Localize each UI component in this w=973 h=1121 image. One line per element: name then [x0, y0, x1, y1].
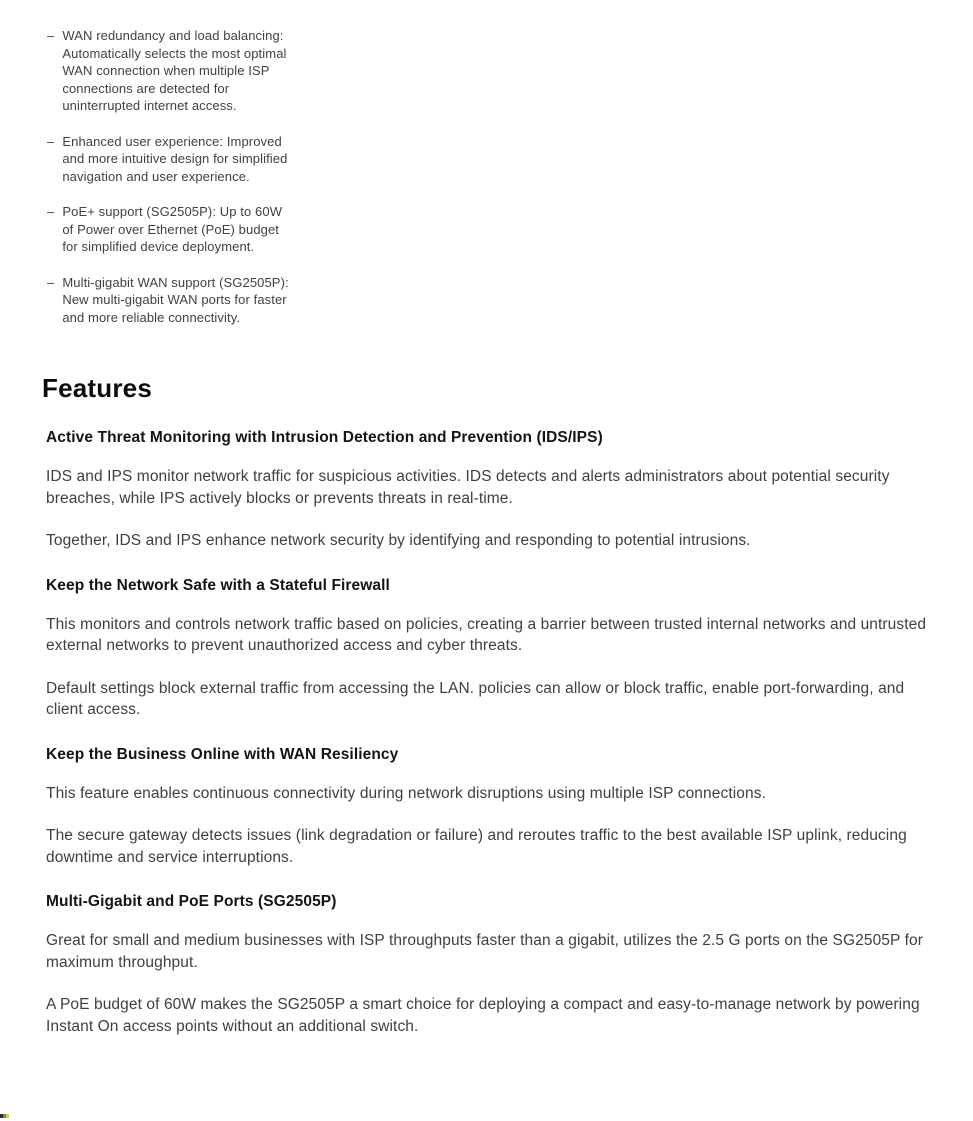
- section-heading: Keep the Network Safe with a Stateful Firewall: [46, 576, 390, 594]
- section-stateful-firewall: [46, 577, 940, 721]
- bullet-text: PoE+ support (SG2505P): Up to 60W of Power over Ethernet (PoE) budget for simplified device deployment.: [62, 204, 283, 254]
- bullet-text: WAN redundancy and load balancing: Automatically selects the most optimal WAN connection when multiple ISP connections are detected for uninterrupted internet access.: [62, 28, 287, 113]
- section-wan-resiliency: [46, 746, 940, 869]
- paragraph: This feature enables continuous connectivity during network disruptions using multiple ISP connections.: [46, 784, 766, 802]
- bullet-dash-marker: –: [47, 274, 55, 290]
- paragraph: Default settings block external traffic from accessing the LAN. policies can allow or block traffic, enable port-forwarding, and client access.: [46, 679, 905, 718]
- bullet-dash-marker: –: [47, 28, 55, 43]
- list-item: [47, 274, 295, 327]
- paragraph: The secure gateway detects issues (link degradation or failure) and reroutes traffic to the best available ISP uplink, reducing downtime and service interruptions.: [46, 827, 907, 866]
- paragraph: This monitors and controls network traffic based on policies, creating a barrier between trusted internal networks and untrusted external networks to prevent unauthorized access and cyber threats.: [46, 615, 927, 654]
- features-heading: Features: [42, 373, 152, 403]
- paragraph: A PoE budget of 60W makes the SG2505P a smart choice for deploying a compact and easy-to-manage network by powering Instant On access points without an additional switch.: [46, 996, 920, 1035]
- paragraph: Together, IDS and IPS enhance network security by identifying and responding to potential intrusions.: [46, 532, 751, 549]
- bullet-dash-marker: –: [47, 204, 55, 219]
- bullet-text: Enhanced user experience: Improved and more intuitive design for simplified navigation and user experience.: [62, 133, 288, 184]
- list-item: [47, 133, 295, 186]
- logo-fragment-icon: [0, 1114, 9, 1118]
- section-ids-ips: [46, 429, 940, 552]
- section-heading: Active Threat Monitoring with Intrusion Detection and Prevention (IDS/IPS): [46, 429, 603, 446]
- section-multi-gigabit-poe: [46, 893, 940, 1037]
- bullet-dash-marker: –: [47, 133, 55, 149]
- list-item: [47, 203, 295, 256]
- paragraph: Great for small and medium businesses with ISP throughputs faster than a gigabit, utilizes the 2.5 G ports on the SG2505P for maximum throughput.: [46, 932, 923, 971]
- section-heading: Multi-Gigabit and PoE Ports (SG2505P): [46, 893, 337, 910]
- section-heading: Keep the Business Online with WAN Resiliency: [46, 745, 399, 763]
- feature-bullet-list: [47, 27, 295, 326]
- list-item: [47, 27, 295, 115]
- bullet-text: Multi-gigabit WAN support (SG2505P): New multi-gigabit WAN ports for faster and more reliable connectivity.: [62, 274, 289, 325]
- paragraph: IDS and IPS monitor network traffic for suspicious activities. IDS detects and alerts administrators about potential security breaches, while IPS actively blocks or prevents threats in real-time.: [46, 468, 890, 507]
